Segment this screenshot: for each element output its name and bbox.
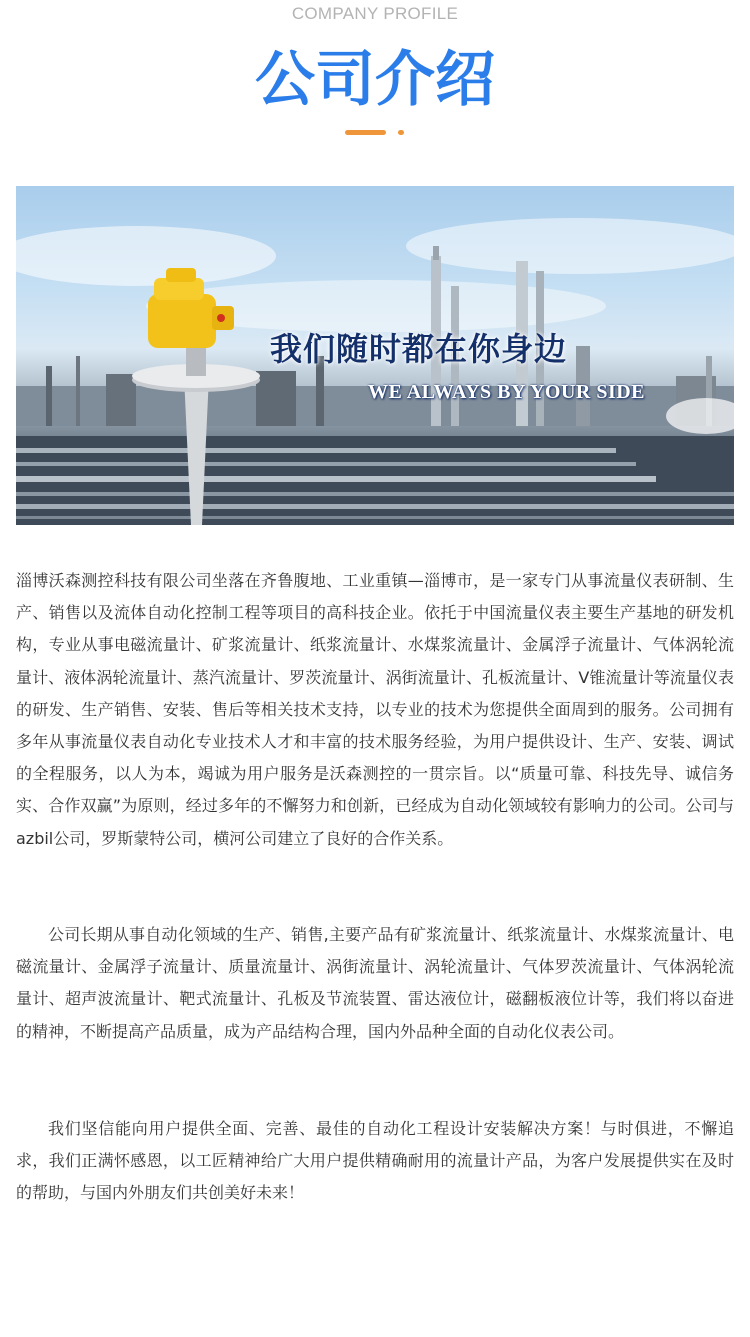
page-title: 公司介绍 xyxy=(255,45,495,115)
intro-paragraph-3: 我们坚信能向用户提供全面、完善、最佳的自动化工程设计安装解决方案！与时俱进，不懈追求，我们正满怀感恩，以工匠精神给广大用户提供精确耐用的流量计产品，为客户发展提供实在及时的帮助，与国内外朋友们共创美好未来！ xyxy=(16,1119,734,1203)
intro-paragraph-1: 淄博沃森测控科技有限公司坐落在齐鲁腹地、工业重镇—淄博市，是一家专门从事流量仪表研制、生产、销售以及流体自动化控制工程等项目的高科技企业。依托于中国流量仪表主要生产基地的研发机构，专业从事电磁流量计、矿浆流量计、纸浆流量计、水煤浆流量计、金属浮子流量计、气体涡轮流量计、液体涡轮流量计、蒸汽流量计、罗茨流量计、涡街流量计、孔板流量计、V锥流量计等流量仪表的研发、生产销售、安装、售后等相关技术支持，以专业的技术为您提供全面周到的服务。公司拥有多年从事流量仪表自动化专业技术人才和丰富的技术服务经验，为用户提供设计、生产、安装、调试的全程服务，以人为本，竭诚为用户服务是沃森测控的一贯宗旨。以“质量可靠、科技先导、诚信务实、合作双赢”为原则，经过多年的不懈努力和创新，已经成为自动化领域较有影响力的公司。公司与azbil公司，罗斯蒙特公司，横河公司建立了良好的合作关系。 xyxy=(16,571,734,848)
section-subtitle: COMPANY PROFILE xyxy=(291,4,459,23)
intro-paragraph-2: 公司长期从事自动化领域的生产、销售,主要产品有矿浆流量计、纸浆流量计、水煤浆流量计、电磁流量计、金属浮子流量计、质量流量计、涡街流量计、涡轮流量计、气体罗茨流量计、气体涡轮流量计、超声波流量计、靶式流量计、孔板及节流装置、雷达液位计，磁翻板液位计等，我们将以奋进的精神，不断提高产品质量，成为产品结构合理，国内外品种全面的自动化仪表公司。 xyxy=(16,925,734,1041)
banner-slogan-en: WE ALWAYS BY YOUR SIDE xyxy=(368,381,646,403)
company-banner-image xyxy=(16,186,734,525)
banner-slogan-cn: 我们随时都在你身边 xyxy=(270,330,568,368)
title-underline xyxy=(345,130,386,135)
title-underline-dot xyxy=(398,130,404,135)
